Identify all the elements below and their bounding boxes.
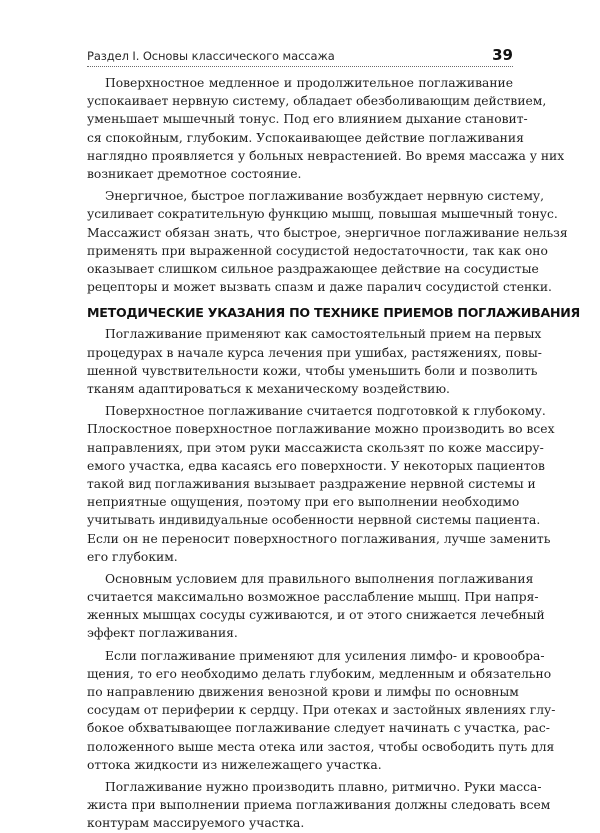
text-line: оказывает слишком сильное раздражающее действие на сосудистые <box>87 261 539 276</box>
text-line: жиста при выполнении приема поглаживания должны следовать всем <box>87 798 551 813</box>
text-line: Массажист обязан знать, что быстрое, энергичное поглаживание нельзя <box>87 225 568 240</box>
text-line: эффект поглаживания. <box>87 626 238 641</box>
text-line: процедурах в начале курса лечения при ушибах, растяжениях, повы- <box>87 345 542 360</box>
text-line: такой вид поглаживания вызывает раздражение нервной системы и <box>87 476 536 491</box>
text-line: его глубоким. <box>87 549 178 564</box>
body-text <box>87 74 580 833</box>
paragraph <box>87 187 568 296</box>
paragraph <box>87 647 556 774</box>
text-line: возникает дремотное состояние. <box>87 166 302 181</box>
text-line: Основным условием для правильного выполнения поглаживания <box>105 571 534 586</box>
text-line: положенного выше места отека или застоя, чтобы освободить путь для <box>87 739 555 754</box>
page-number: 39 <box>492 46 513 64</box>
text-line: щения, то его необходимо делать глубоким, медленным и обязательно <box>87 666 552 681</box>
running-title: Раздел I. Основы классического массажа <box>87 49 335 63</box>
text-line: контурам массируемого участка. <box>87 816 305 831</box>
text-line: по направлению движения венозной крови и лимфы по основным <box>87 685 519 699</box>
text-line: Если поглаживание применяют для усиления лимфо- и кровообра- <box>105 648 545 663</box>
text-line: Энергичное, быстрое поглаживание возбуждает нервную систему, <box>105 189 545 204</box>
text-line: наглядно проявляется у больных неврастенией. Во время массажа у них <box>87 148 565 163</box>
text-line: усиливает сократительную функцию мышц, повышая мышечный тонус. <box>87 207 558 222</box>
text-line: Поглаживание нужно производить плавно, ритмично. Руки масса- <box>105 779 542 794</box>
text-line: сосудам от периферии к сердцу. При отеках и застойных явлениях глу- <box>87 703 556 718</box>
text-line: уменьшает мышечный тонус. Под его влиянием дыхание становит- <box>87 112 528 127</box>
text-line: учитывать индивидуальные особенности нервной системы пациента. <box>87 513 541 528</box>
text-line: тканям адаптироваться к механическому воздействию. <box>87 382 450 396</box>
text-line: Поверхностное медленное и продолжительное поглаживание <box>105 76 513 90</box>
text-line: считается максимально возможное расслабление мышц. При напря- <box>87 590 539 605</box>
text-line: неприятные ощущения, поэтому при его выполнении необходимо <box>87 495 520 510</box>
text-line: Если он не переносит поверхностного поглаживания, лучше заменить <box>87 531 551 546</box>
text-line: емого участка, едва касаясь его поверхности. У некоторых пациентов <box>87 458 545 473</box>
text-line: женных мышцах сосуды суживаются, и от этого снижается лечебный <box>87 608 545 623</box>
text-line: направлениях, при этом руки массажиста скользят по коже массиру- <box>87 440 544 455</box>
text-line: Поверхностное поглаживание считается подготовкой к глубокому. <box>105 404 546 419</box>
paragraphs-after-heading <box>87 325 556 832</box>
paragraph <box>87 74 565 183</box>
paragraph <box>87 402 555 566</box>
paragraph <box>87 570 545 643</box>
paragraphs-before-heading <box>87 74 568 296</box>
text-line: Поглаживание применяют как самостоятельный прием на первых <box>105 327 542 342</box>
text-line: оттока жидкости из нижележащего участка. <box>87 757 382 772</box>
paragraph <box>87 778 551 833</box>
text-line: Плоскостное поверхностное поглаживание можно производить во всех <box>87 422 555 437</box>
paragraph <box>87 325 542 398</box>
header-dotted-rule <box>87 66 513 67</box>
section-heading: МЕТОДИЧЕСКИЕ УКАЗАНИЯ ПО ТЕХНИКЕ ПРИЕМОВ ПОГЛАЖИВАНИЯ <box>87 305 580 321</box>
text-line: ся спокойным, глубоким. Успокаивающее действие поглаживания <box>87 130 524 145</box>
text-line: успокаивает нервную систему, обладает обезболивающим действием, <box>87 94 547 109</box>
text-line: применять при выраженной сосудистой недостаточности, так как оно <box>87 243 548 258</box>
text-line: шенной чувствительности кожи, чтобы уменьшить боли и позволить <box>87 363 538 378</box>
text-line: рецепторы и может вызвать спазм и даже паралич сосудистой стенки. <box>87 280 552 295</box>
running-head <box>87 41 513 63</box>
text-line: бокое обхватывающее поглаживание следует начинать с участка, рас- <box>87 721 550 736</box>
